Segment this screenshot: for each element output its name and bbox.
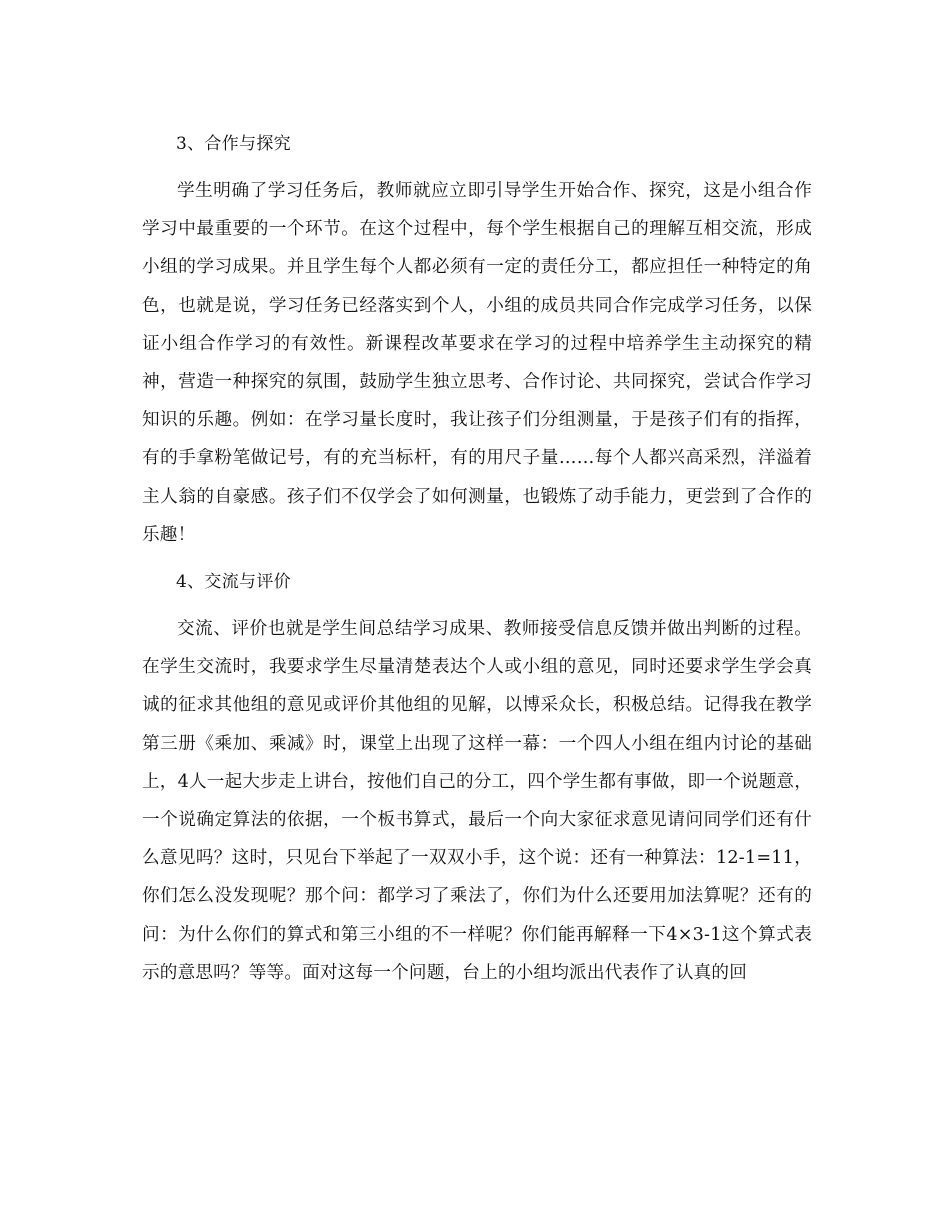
section-paragraph-evaluation: 交流、评价也就是学生间总结学习成果、教师接受信息反馈并做出判断的过程。在学生交流时，我要求学生尽量清楚表达个人或小组的意见，同时还要求学生学会真诚的征求其他组的意见或评价其他组的见解，以博采众长，积极总结。记得我在教学第三册《乘加、乘减》时，课堂上出现了这样一幕：一个四人小组在组内讨论的基础上，4人一起大步走上讲台，按他们自己的分工，四个学生都有事做，即一个说题意，一个说确定算法的依据，一个板书算式，最后一个向大家征求意见请问同学们还有什么意见吗？这时，只见台下举起了一双双小手，这个说：还有一种算法：12-1=11，你们怎么没发现呢？那个问：都学习了乘法了，你们为什么还要用加法算呢？还有的问：为什么你们的算式和第三小组的不一样呢？你们能再解释一下4×3-1这个算式表示的意思吗？等等。面对这每一个问题，台上的小组均派出代表作了认真的回: [142, 619, 812, 983]
section-heading-evaluation: 4、交流与评价: [176, 572, 291, 593]
section-paragraph-cooperation: 学生明确了学习任务后，教师就应立即引导学生开始合作、探究，这是小组合作学习中最重要的一个环节。在这个过程中，每个学生根据自己的理解互相交流，形成小组的学习成果。并且学生每个人都必须有一定的责任分工，都应担任一种特定的角色，也就是说，学习任务已经落实到个人，小组的成员共同合作完成学习任务，以保证小组合作学习的有效性。新课程改革要求在学习的过程中培养学生主动探究的精神，营造一种探究的氛围，鼓励学生独立思考、合作讨论、共同探究，尝试合作学习知识的乐趣。例如：在学习量长度时，我让孩子们分组测量，于是孩子们有的指挥，有的手拿粉笔做记号，有的充当标杆，有的用尺子量……每个人都兴高采烈，洋溢着主人翁的自豪感。孩子们不仅学会了如何测量，也锻炼了动手能力，更尝到了合作的乐趣！: [142, 181, 812, 545]
document-body: [142, 126, 812, 992]
section-heading-cooperation: 3、合作与探究: [176, 134, 291, 154]
